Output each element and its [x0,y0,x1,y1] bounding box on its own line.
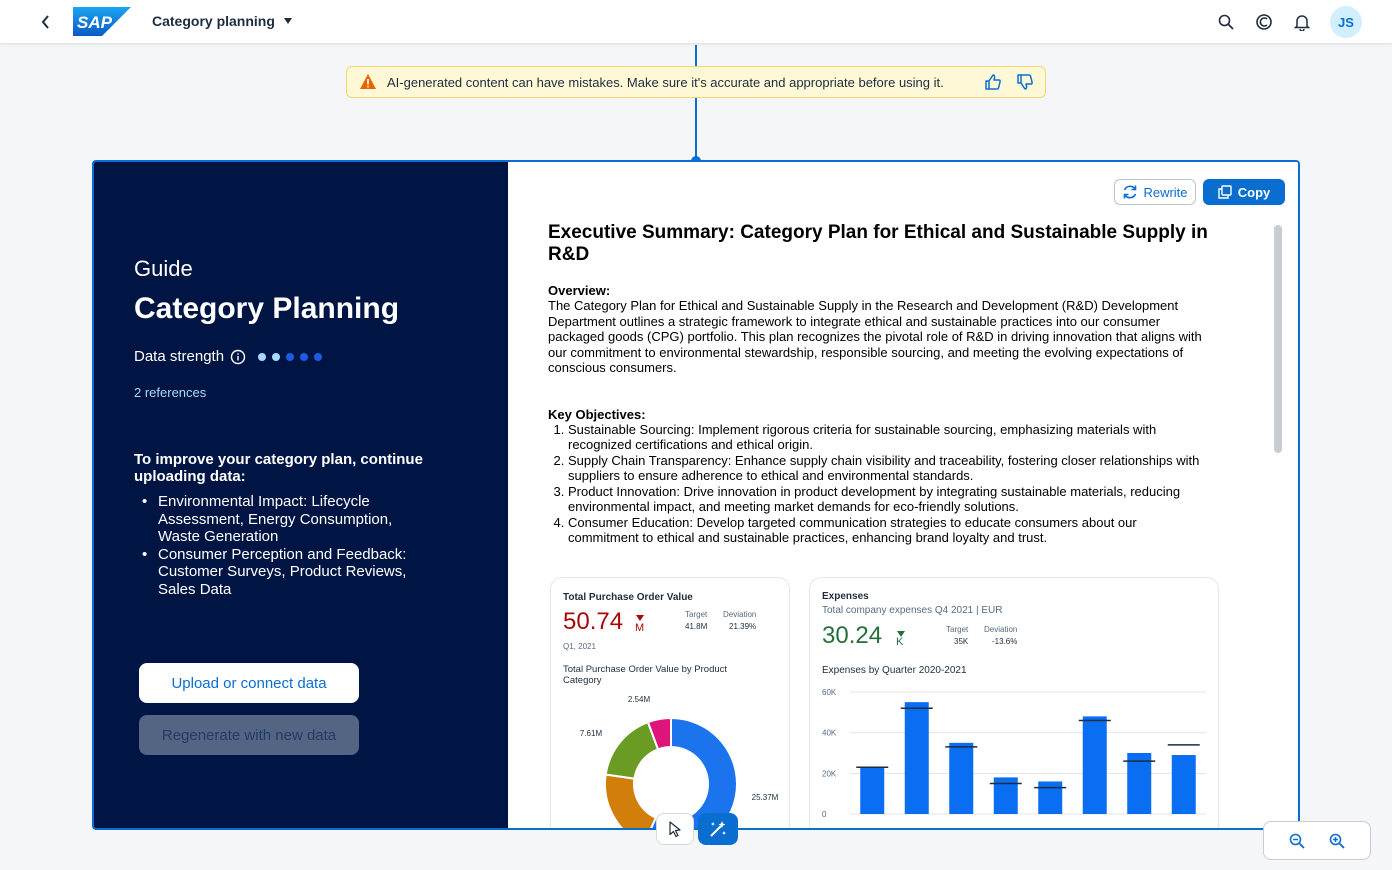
ai-assist-button[interactable] [698,813,738,845]
deviation-label: Deviation [984,625,1018,634]
overview-text: The Category Plan for Ethical and Sustainable Supply in the Research and Development (R&D) Development Department outlines a strategic framework to integrate ethical and sustainable practices into our consumer packaged goods (CPG) portfolio. This plan recognizes the pivotal role of R&D in driving innovation that aligns with our commitment to environmental stewardship, responsible sourcing, and meeting the evolving expectations of conscious consumers. [548,298,1202,375]
expenses-card[interactable] [809,577,1219,830]
bar[interactable] [860,767,884,814]
strength-dot [258,353,266,361]
zoom-out-button[interactable] [1288,832,1306,850]
guide-panel [94,162,508,828]
kpi-unit: K [896,636,904,648]
kpi-value: 30.24 [822,622,883,649]
thumbs-up-icon [984,73,1002,91]
missing-data-list [142,493,432,598]
y-tick-label: 20K [822,769,837,779]
target-value: 41.8M [685,622,708,631]
bar[interactable] [949,743,973,814]
magic-wand-icon [708,819,728,839]
overview-heading: Overview: [548,283,611,298]
kpi-unit: M [635,622,645,634]
app-title-menu[interactable] [152,13,293,29]
select-tool-button[interactable] [656,813,694,845]
donut-chart [551,688,791,830]
donut-slice[interactable] [605,774,656,830]
target-value: 35K [954,637,969,646]
deviation-label: Deviation [723,610,757,619]
list-item: 4. Consumer Education: Develop targeted communication strategies to educate consumers about our commitment to ethical and sustainable practices, enhancing brand loyalty and trust. [568,515,1208,546]
thumbs-up-button[interactable] [983,72,1003,92]
kpi-title: Expenses [822,591,869,602]
guide-title: Category Planning [134,292,400,325]
copy-button[interactable] [1203,179,1285,205]
search-icon [1218,14,1234,30]
scrollbar-thumb[interactable] [1274,225,1282,453]
objectives-list [548,422,1208,546]
upload-data-button[interactable]: Upload or connect data [139,663,359,703]
chevron-left-icon [41,15,51,29]
bar[interactable] [1172,755,1196,814]
y-tick-label: 40K [822,728,837,738]
bell-icon [1294,13,1310,31]
target-label: Target [946,625,969,634]
connector-line [695,45,697,161]
deviation-value: 21.39% [729,622,757,631]
slice-label: 2.54M [627,695,651,704]
app-title: Category planning [152,13,275,29]
regenerate-button[interactable]: Regenerate with new data [139,715,359,755]
chart-title: Total Purchase Order Value by Product Category [563,664,728,686]
kpi-value: 50.74 [563,608,624,635]
user-avatar[interactable]: JS [1330,6,1362,38]
notifications-button[interactable] [1292,12,1312,32]
strength-dot [300,353,308,361]
data-strength [134,348,322,365]
period-label: Q1, 2021 [563,642,596,651]
summary-title: Executive Summary: Category Plan for Ethical and Sustainable Supply in R&D [548,222,1208,265]
objectives-heading: Key Objectives: [548,406,646,422]
executive-summary [548,222,1208,546]
copy-icon [1218,185,1232,199]
thumbs-down-icon [1016,73,1034,91]
ai-disclaimer-text: AI-generated content can have mistakes. Make sure it's accurate and appropriate before using it. [387,74,944,90]
category-plan-card [92,160,1300,830]
zoom-in-icon [1329,833,1345,849]
deviation-value: -13.6% [992,637,1018,646]
warning-icon [359,73,377,91]
y-tick-label: 60K [822,688,837,697]
list-item: 2. Supply Chain Transparency: Enhance supply chain visibility and traceability, fostering closer relationships with suppliers to ensure adherence to ethical and environmental standards. [568,453,1208,484]
bar[interactable] [1083,716,1107,814]
rewrite-button[interactable] [1114,179,1196,205]
chart-title: Expenses by Quarter 2020-2021 [822,665,967,676]
data-strength-meter [258,353,322,361]
joule-button[interactable] [1254,12,1274,32]
improve-heading: To improve your category plan, continue uploading data: [134,451,423,485]
joule-icon [1255,13,1273,31]
list-item: 1. Sustainable Sourcing: Implement rigorous criteria for sustainable sourcing, emphasizing materials with recognized certifications and ethical origin. [568,422,1208,453]
summary-panel [508,162,1298,828]
target-label: Target [685,610,708,619]
list-item: 3. Product Innovation: Drive innovation in product development by integrating sustainable materials, reducing environmental impact, and meeting market demands for eco-friendly solutions. [568,484,1208,515]
y-tick-label: 0 [822,810,827,819]
thumbs-down-button[interactable] [1015,72,1035,92]
bar[interactable] [905,702,929,814]
bar-chart [810,682,1220,830]
ai-disclaimer-banner [346,66,1046,98]
references-link[interactable]: 2 references [134,385,207,400]
strength-dot [272,353,280,361]
bar[interactable] [1038,781,1062,814]
list-item: • Consumer Perception and Feedback: Customer Surveys, Product Reviews, Sales Data [142,546,432,599]
info-icon[interactable] [230,349,246,365]
trend-down-icon [635,614,645,622]
zoom-controls [1263,821,1371,860]
cursor-icon [667,821,683,837]
slice-label: 25.37M [751,793,779,802]
strength-dot [286,353,294,361]
shell-bar [0,0,1392,44]
refresh-icon [1122,184,1138,200]
slice-label: 7.61M [579,729,603,738]
purchase-order-card[interactable] [550,577,790,830]
data-strength-label: Data strength [134,348,225,365]
rewrite-label: Rewrite [1143,184,1188,200]
list-item: • Environmental Impact: Lifecycle Assessment, Energy Consumption, Waste Generation [142,493,432,546]
strength-dot [314,353,322,361]
bar[interactable] [1127,753,1151,814]
caret-down-icon [283,17,293,25]
kpi-title: Total Purchase Order Value [563,592,693,603]
guide-label: Guide [134,256,193,281]
svg-text:SAP: SAP [77,13,112,32]
zoom-in-button[interactable] [1328,832,1346,850]
zoom-out-icon [1289,833,1305,849]
kpi-subtitle: Total company expenses Q4 2021 | EUR [822,605,1003,616]
copy-label: Copy [1237,184,1271,200]
search-button[interactable] [1216,12,1236,32]
back-button[interactable] [36,12,56,32]
sap-logo [73,7,131,36]
